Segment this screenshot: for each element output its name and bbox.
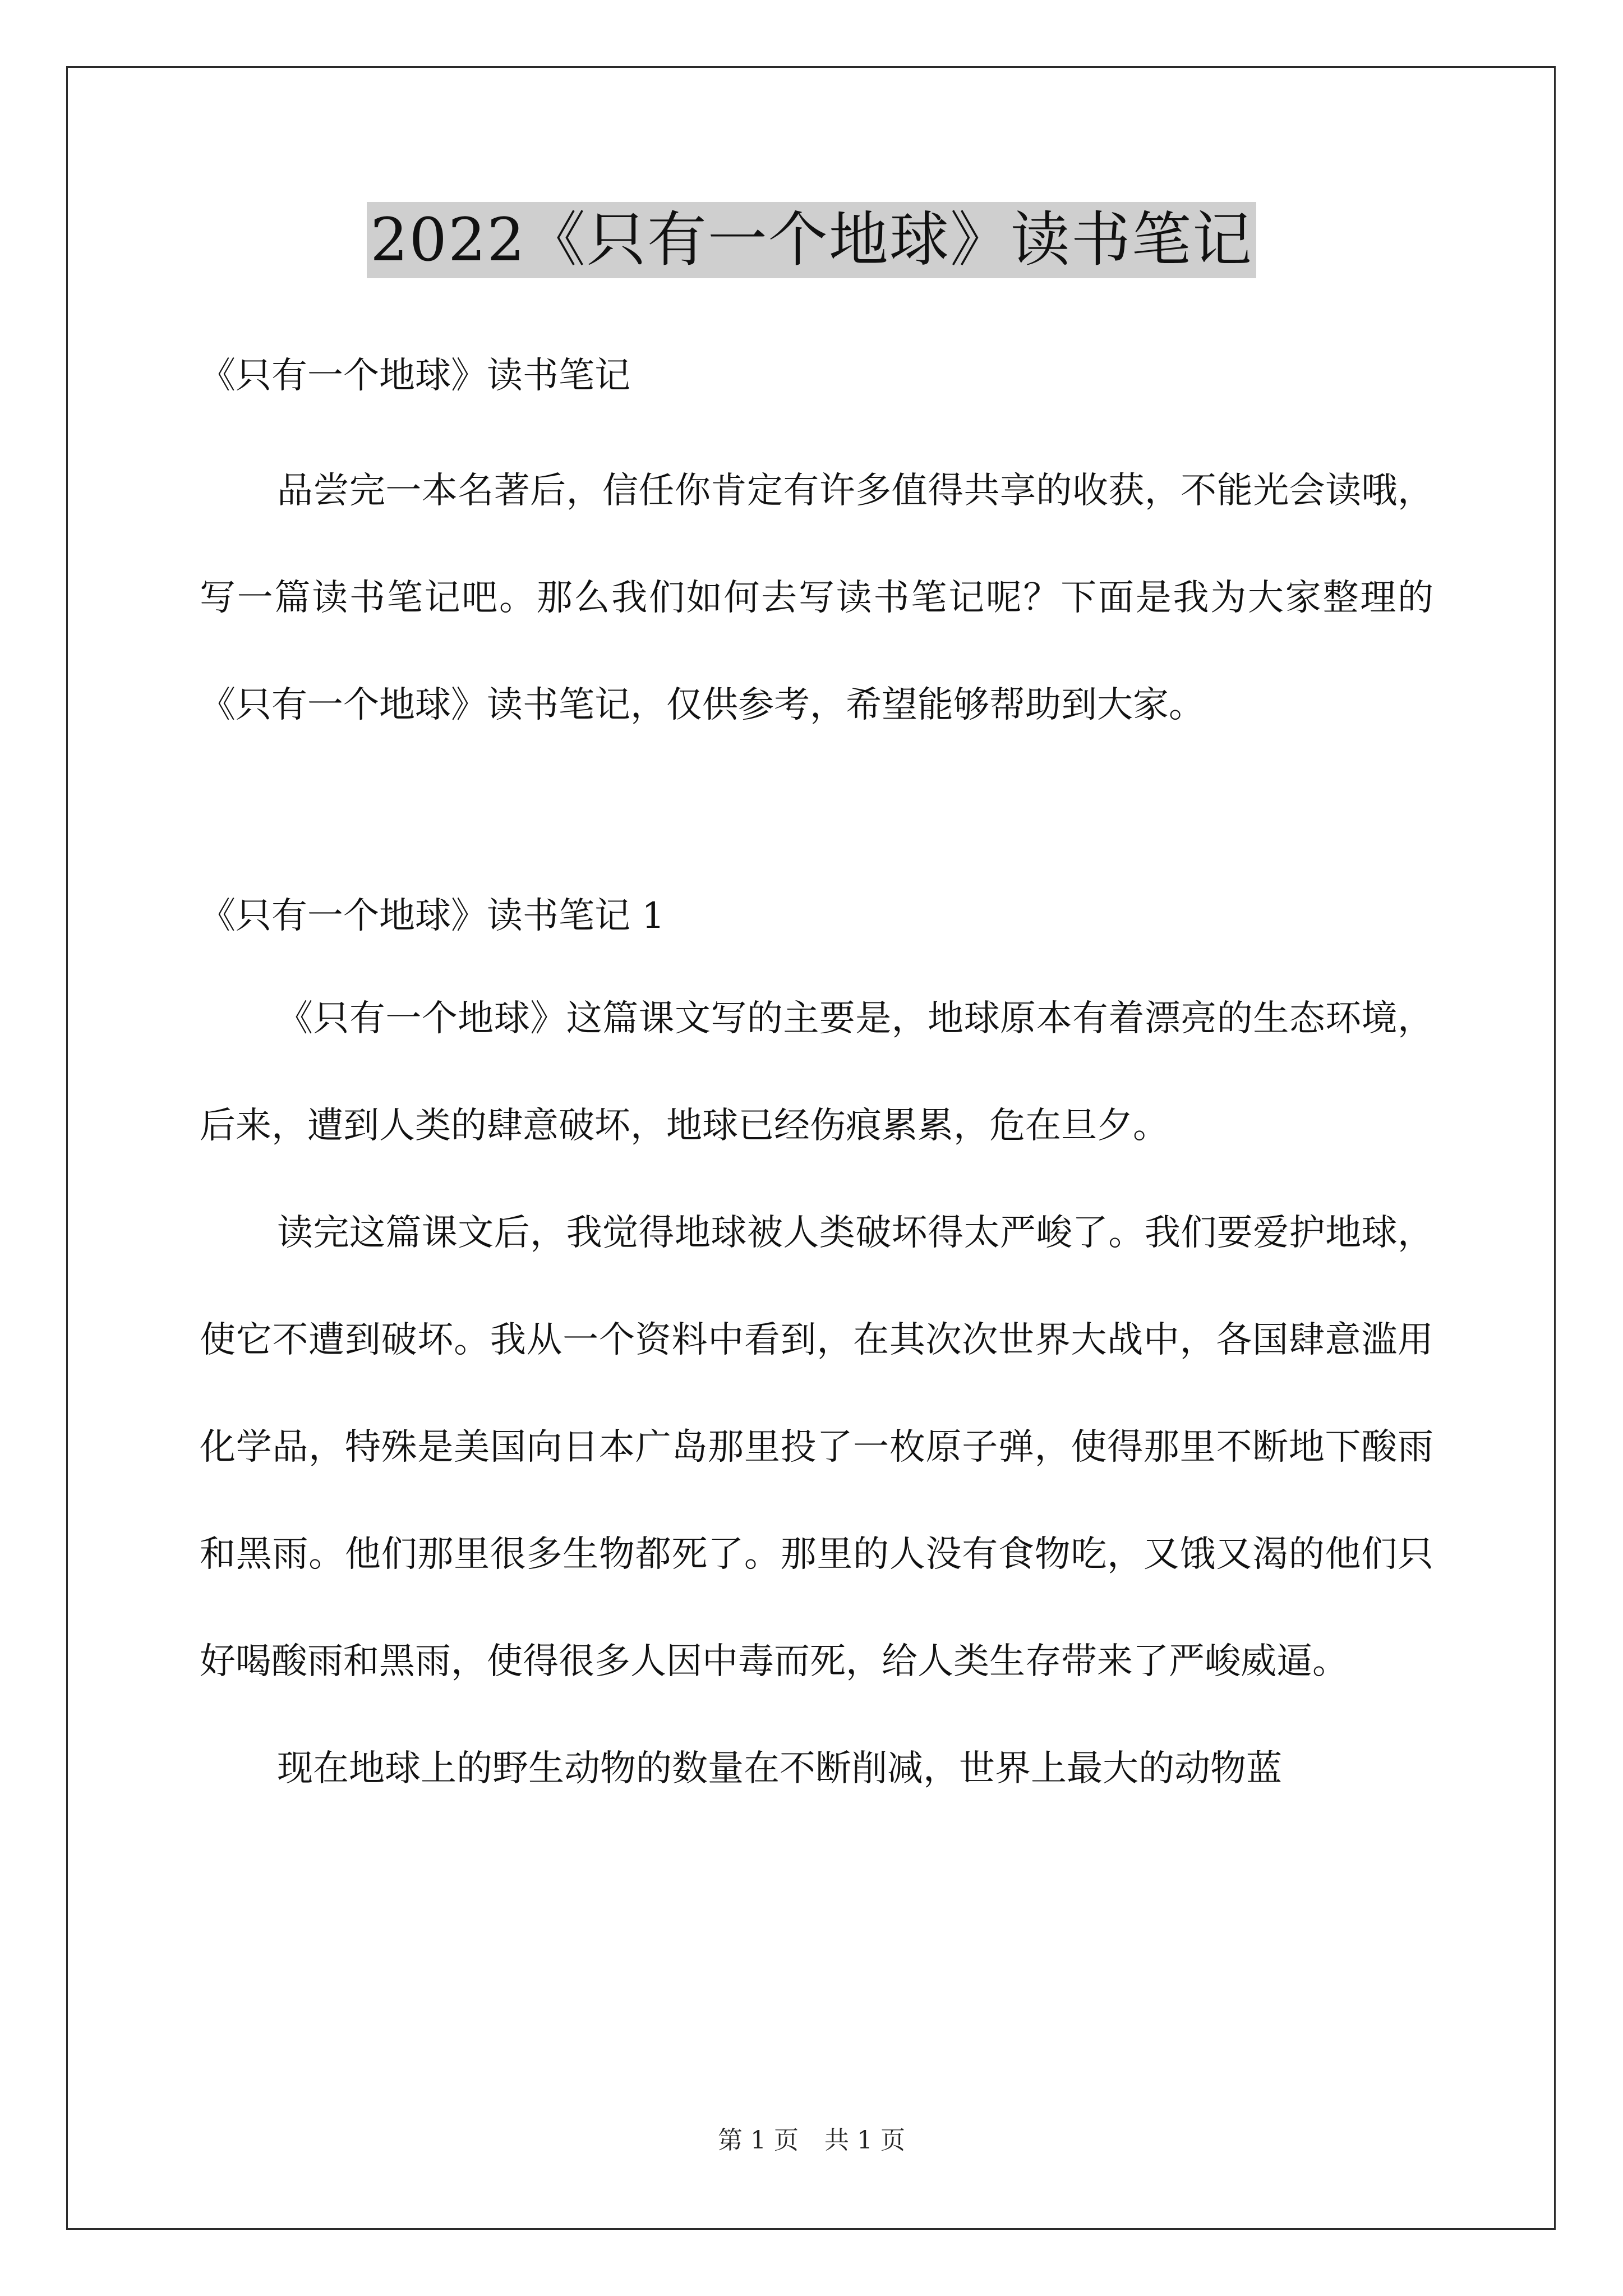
section-heading: 《只有一个地球》读书笔记 1 (200, 895, 665, 937)
intro-heading: 《只有一个地球》读书笔记 (200, 355, 630, 397)
body-paragraph: 读完这篇课文后，我觉得地球被人类破坏得太严峻了。我们要爱护地球，使它不遭到破坏。我从一个资料中看到，在其次次世界大战中，各国肆意滥用化学品，特殊是美国向日本广岛那里投了一枚原子弹，使得那里不断地下酸雨和黑雨。他们那里很多生物都死了。那里的人没有食物吃，又饿又渴的他们只好喝酸雨和黑雨，使得很多人因中毒而死，给人类生存带来了严峻威逼。 (200, 1212, 1433, 1682)
page-number: 第 1 页 (718, 2126, 799, 2155)
document-title: 2022《只有一个地球》读书笔记 (367, 202, 1256, 278)
title-container (0, 202, 1623, 278)
body-paragraph: 《只有一个地球》这篇课文写的主要是，地球原本有着漂亮的生态环境，后来，遭到人类的肆意破坏，地球已经伤痕累累，危在旦夕。 (200, 998, 1433, 1147)
page-total: 共 1 页 (824, 2126, 905, 2155)
page-footer (0, 2124, 1623, 2157)
document-body (200, 337, 1433, 1823)
intro-paragraph: 品尝完一本名著后，信任你肯定有许多值得共享的收获，不能光会读哦，写一篇读书笔记吧。那么我们如何去写读书笔记呢？下面是我为大家整理的《只有一个地球》读书笔记，仅供参考，希望能够帮助到大家。 (200, 470, 1433, 726)
body-paragraph: 现在地球上的野生动物的数量在不断削减，世界上最大的动物蓝 (277, 1748, 1282, 1789)
